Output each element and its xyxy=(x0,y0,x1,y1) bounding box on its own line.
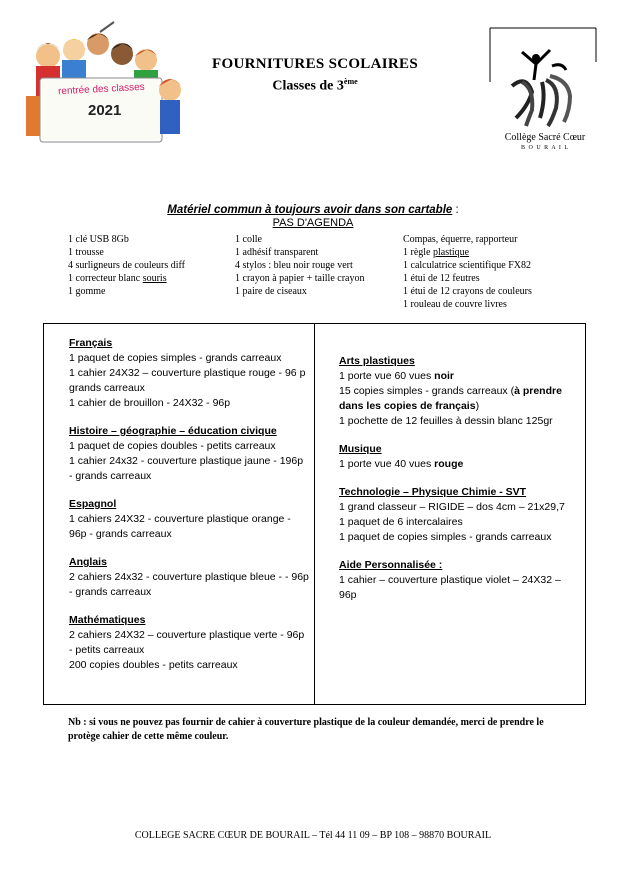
subject-technologie xyxy=(339,485,579,545)
common-heading-text: Matériel commun à toujours avoir dans son cartable xyxy=(167,204,453,216)
list-item: 1 étui de 12 feutres xyxy=(403,273,480,284)
rentree-logo xyxy=(18,20,188,148)
footer-address: COLLEGE SACRE CŒUR DE BOURAIL – Tél 44 11 09 – BP 108 – 98870 BOURAIL xyxy=(134,830,492,841)
subject-histoire-geo xyxy=(69,424,309,484)
subject-line: 200 copies doubles - petits carreaux xyxy=(69,659,238,671)
subject-line: 1 paquet de copies simples - grands carreaux xyxy=(339,531,552,543)
subject-line: 1 grand classeur – RIGIDE – dos 4cm – 21x29,7 xyxy=(339,501,565,513)
subject-line: 1 cahiers 24X32 - couverture plastique orange - 96p - grands carreaux xyxy=(69,513,291,540)
title-line1: FOURNITURES SCOLAIRES xyxy=(212,56,418,72)
subject-aide-personnalisee xyxy=(339,558,579,603)
subject-line xyxy=(339,384,579,414)
subjects-right-column xyxy=(339,354,579,616)
subjects-left-column xyxy=(69,336,309,686)
subject-heading: Musique xyxy=(339,443,382,455)
subject-heading: Français xyxy=(69,337,113,349)
column-divider xyxy=(314,324,315,704)
title-sup: ème xyxy=(343,77,358,86)
school-name: Collège Sacré Cœur xyxy=(504,132,586,143)
subject-heading: Aide Personnalisée : xyxy=(339,559,443,571)
subject-arts-plastiques xyxy=(339,354,579,429)
subjects-table xyxy=(43,323,586,705)
subject-line: 1 paquet de copies simples - grands carreaux xyxy=(69,352,282,364)
list-item: 1 calculatrice scientifique FX82 xyxy=(403,260,532,271)
list-item xyxy=(403,246,532,259)
subject-heading: Arts plastiques xyxy=(339,355,415,367)
common-column-1 xyxy=(68,233,185,298)
subject-mathematiques xyxy=(69,613,309,673)
subject-heading: Technologie – Physique Chimie - SVT xyxy=(339,486,527,498)
list-item: 1 étui de 12 crayons de couleurs xyxy=(403,286,532,297)
line-bold: à prendre dans les copies de français xyxy=(339,385,562,412)
subject-line: 1 paquet de copies doubles - petits carreaux xyxy=(69,440,276,452)
subject-line: 2 cahiers 24X32 – couverture plastique verte - 96p - petits carreaux xyxy=(69,629,305,656)
school-town: B O U R A I L xyxy=(520,145,569,151)
list-item: 1 crayon à papier + taille crayon xyxy=(235,273,365,284)
line-bold: rouge xyxy=(434,458,464,470)
subject-espagnol xyxy=(69,497,309,542)
subject-francais xyxy=(69,336,309,411)
year-text: 2021 xyxy=(88,102,122,119)
subject-line: 1 paquet de 6 intercalaires xyxy=(339,516,463,528)
subject-line: 1 cahier 24x32 - couverture plastique jaune - 196p - grands carreaux xyxy=(69,455,304,482)
item-underlined: souris xyxy=(142,273,167,284)
list-item xyxy=(68,272,185,285)
subject-heading: Espagnol xyxy=(69,498,117,510)
list-item: 1 paire de ciseaux xyxy=(235,286,307,297)
list-item: 1 rouleau de couvre livres xyxy=(403,299,507,310)
title-class: Classes de 3 xyxy=(272,78,344,94)
common-column-2 xyxy=(235,233,364,298)
line-text: 15 copies simples - grands carreaux ( xyxy=(339,385,515,397)
common-material-heading xyxy=(0,204,626,216)
subject-line: 2 cahiers 24x32 - couverture plastique bleue - - 96p - grands carreaux xyxy=(69,571,309,598)
line-text: ) xyxy=(475,400,480,412)
list-item: 1 gomme xyxy=(68,286,106,297)
list-item: Compas, équerre, rapporteur xyxy=(403,234,518,245)
item-text: 1 correcteur blanc xyxy=(68,273,143,284)
subject-heading: Histoire – géographie – éducation civique xyxy=(69,425,277,437)
list-item: 1 colle xyxy=(235,234,262,245)
document-title xyxy=(190,56,440,95)
list-item: 1 clé USB 8Gb xyxy=(68,234,129,245)
item-underlined: plastique xyxy=(433,247,470,258)
line-text: 1 porte vue 60 vues xyxy=(339,370,435,382)
list-item: 1 adhésif transparent xyxy=(235,247,319,258)
subject-heading: Mathématiques xyxy=(69,614,146,626)
subject-line: 1 cahier – couverture plastique violet – 24X32 – 96p xyxy=(339,574,561,601)
note-text: Nb : si vous ne pouvez pas fournir de cahier à couverture plastique de la couleur demandée, merci de prendre le protège cahier de cette même couleur. xyxy=(68,717,544,742)
subject-line xyxy=(339,369,579,384)
list-item: 4 surligneurs de couleurs diff xyxy=(68,260,186,271)
list-item: 4 stylos : bleu noir rouge vert xyxy=(235,260,353,271)
line-text: 1 porte vue 40 vues xyxy=(339,458,435,470)
no-agenda-heading: PAS D'AGENDA xyxy=(272,217,354,229)
subject-line xyxy=(339,457,579,472)
subject-line: 1 cahier 24X32 – couverture plastique rouge - 96 p grands carreaux xyxy=(69,367,306,394)
common-column-3 xyxy=(403,233,532,311)
subject-anglais xyxy=(69,555,309,600)
subject-heading: Anglais xyxy=(69,556,107,568)
line-bold: noir xyxy=(434,370,454,382)
subject-line: 1 cahier de brouillon - 24X32 - 96p xyxy=(69,397,231,409)
subject-musique xyxy=(339,442,579,472)
list-item: 1 trousse xyxy=(68,247,104,258)
title-line2 xyxy=(190,77,440,95)
banner-text: rentrée des classes xyxy=(57,81,145,98)
subject-line: 1 pochette de 12 feuilles à dessin blanc 125gr xyxy=(339,415,553,427)
school-logo xyxy=(486,22,604,156)
item-text: 1 règle xyxy=(403,247,433,258)
common-heading-suffix: : xyxy=(452,204,459,216)
